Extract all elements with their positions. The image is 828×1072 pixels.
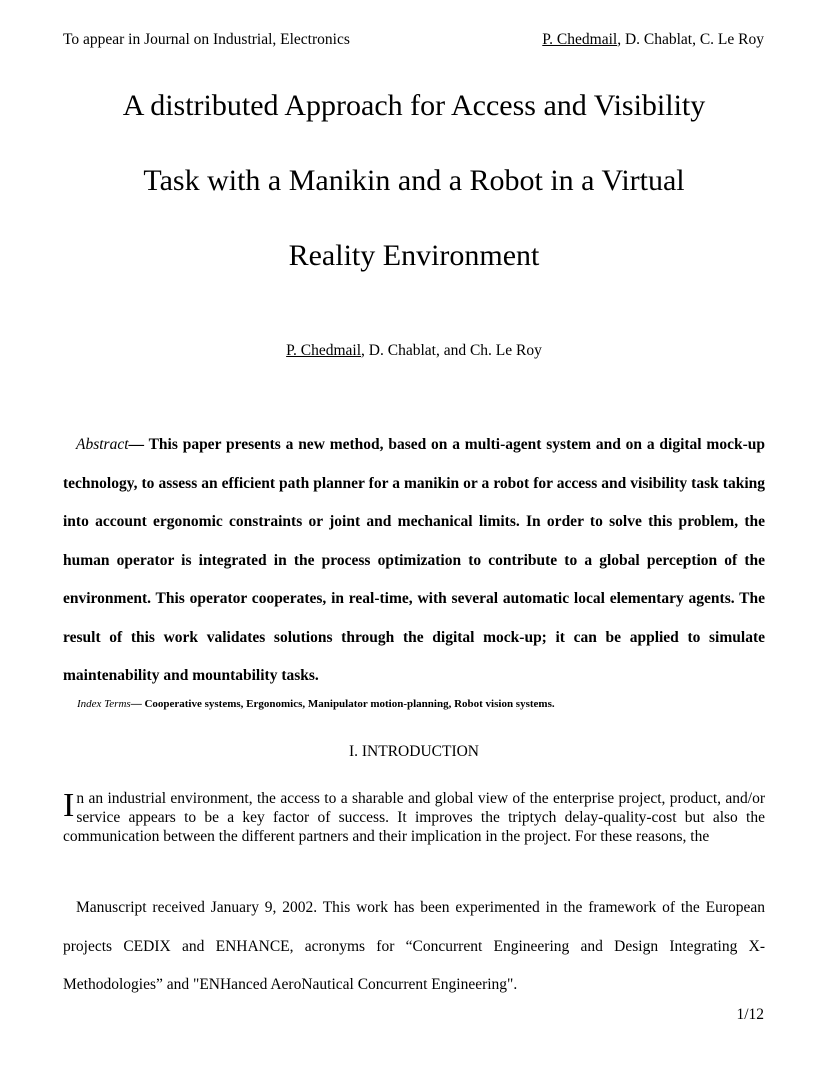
intro-paragraph bbox=[63, 789, 765, 846]
intro-text: n an industrial environment, the access to a sharable and global view of the enterprise project, product, and/or service appears to be a key factor of success. It improves the triptych delay-quality-cost but also the communication between the different partners and their implication in the project. For these reasons, the bbox=[63, 790, 765, 845]
running-header-right bbox=[542, 31, 764, 49]
header-authors-rest: , D. Chablat, C. Le Roy bbox=[617, 31, 764, 48]
index-terms-dash: — bbox=[130, 698, 145, 710]
abstract-text: This paper presents a new method, based on a multi-agent system and on a digital mock-up technology, to assess an efficient path planner for a manikin or a robot for access and visibility task taking into account ergonomic constraints or joint and mechanical limits. In order to solve this problem, the human operator is integrated in the process optimization to contribute to a global perception of the environment. This operator cooperates, in real-time, with several automatic local elementary agents. The result of this work validates solutions through the digital mock-up; it can be applied to simulate maintenability and mountability tasks. bbox=[63, 436, 765, 684]
author-underlined: P. Chedmail bbox=[286, 342, 362, 359]
footnote: Manuscript received January 9, 2002. This work has been experimented in the framework of the European projects CEDIX and ENHANCE, acronyms for “Concurrent Engineering and Design Integrating X-Methodologies” and "ENHanced AeroNautical Concurrent Engineering". bbox=[63, 899, 765, 993]
header-author-underlined: P. Chedmail bbox=[542, 31, 618, 48]
abstract-dash: — bbox=[128, 436, 149, 453]
page-number: 1/12 bbox=[736, 1006, 764, 1023]
title-line-2: Task with a Manikin and a Robot in a Virtual bbox=[143, 164, 685, 197]
running-header-left: To appear in Journal on Industrial, Electronics bbox=[63, 31, 350, 48]
section-heading: I. INTRODUCTION bbox=[348, 743, 479, 760]
index-terms bbox=[77, 698, 555, 710]
title-line-1: A distributed Approach for Access and Visibility bbox=[122, 89, 706, 122]
drop-cap: I bbox=[63, 787, 75, 824]
abstract-label: Abstract bbox=[76, 436, 129, 453]
index-terms-label: Index Terms bbox=[77, 698, 131, 710]
author-line bbox=[0, 342, 828, 360]
author-rest: , D. Chablat, and Ch. Le Roy bbox=[361, 342, 542, 359]
abstract bbox=[63, 426, 765, 696]
index-terms-text: Cooperative systems, Ergonomics, Manipulator motion-planning, Robot vision systems. bbox=[144, 698, 555, 710]
title-line-3: Reality Environment bbox=[288, 239, 540, 272]
